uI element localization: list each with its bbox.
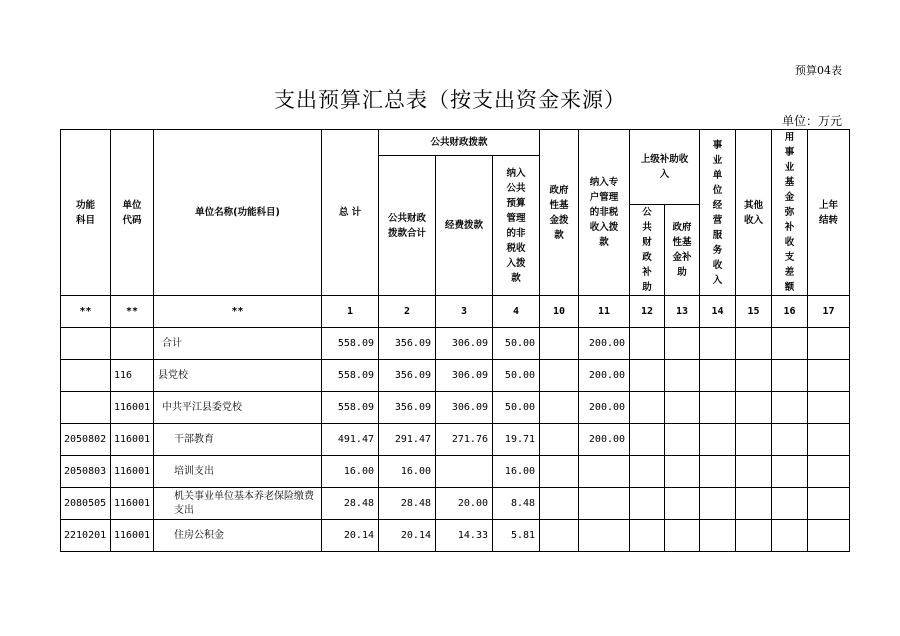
empty-cell [630, 488, 665, 520]
empty-cell [736, 328, 772, 360]
special-non-tax-cell [579, 488, 630, 520]
empty-cell [808, 424, 850, 456]
unit-code-cell: 116 [111, 360, 154, 392]
column-index-cell: 14 [700, 296, 736, 328]
special-non-tax-cell: 200.00 [579, 392, 630, 424]
header-carryover: 上年结转 [808, 130, 850, 296]
empty-cell [736, 424, 772, 456]
non-tax-cell: 5.81 [493, 520, 540, 552]
unit-name-cell: 机关事业单位基本养老保险缴费支出 [154, 488, 322, 520]
empty-cell [736, 488, 772, 520]
unit-name-cell: 县党校 [154, 360, 322, 392]
public-fiscal-total-cell: 356.09 [379, 392, 436, 424]
empty-cell [630, 520, 665, 552]
header-public-fiscal: 公共财政拨款 [379, 130, 540, 156]
table-row [61, 360, 850, 392]
empty-cell [772, 424, 808, 456]
header-biz-fund: 用事业基金弥补收支差额 [772, 130, 808, 296]
public-fiscal-total-cell: 16.00 [379, 456, 436, 488]
special-non-tax-cell: 200.00 [579, 328, 630, 360]
empty-cell [700, 424, 736, 456]
unit-name-cell: 干部教育 [154, 424, 322, 456]
non-tax-cell: 50.00 [493, 328, 540, 360]
func-code-cell: 2210201 [61, 520, 111, 552]
column-index-cell: 10 [540, 296, 579, 328]
empty-cell [772, 392, 808, 424]
empty-cell [700, 456, 736, 488]
total-cell: 491.47 [322, 424, 379, 456]
column-index-cell: ** [111, 296, 154, 328]
unit-label: 单位：万元 [781, 114, 842, 128]
header-func-code: 功能科目 [61, 130, 111, 296]
funding-cell: 306.09 [436, 392, 493, 424]
empty-cell [700, 520, 736, 552]
column-index-cell: ** [154, 296, 322, 328]
empty-cell [700, 392, 736, 424]
unit-name-cell: 培训支出 [154, 456, 322, 488]
empty-cell [630, 392, 665, 424]
header-total: 总 计 [322, 130, 379, 296]
empty-cell [808, 456, 850, 488]
column-index-cell: 1 [322, 296, 379, 328]
gov-fund-cell [540, 424, 579, 456]
gov-fund-cell [540, 520, 579, 552]
column-index-cell: 3 [436, 296, 493, 328]
total-cell: 558.09 [322, 392, 379, 424]
column-index-cell: 11 [579, 296, 630, 328]
empty-cell [808, 328, 850, 360]
column-index-cell: 16 [772, 296, 808, 328]
empty-cell [772, 456, 808, 488]
empty-cell [772, 488, 808, 520]
funding-cell: 271.76 [436, 424, 493, 456]
special-non-tax-cell: 200.00 [579, 360, 630, 392]
func-code-cell [61, 328, 111, 360]
non-tax-cell: 50.00 [493, 392, 540, 424]
total-cell: 558.09 [322, 360, 379, 392]
public-fiscal-total-cell: 20.14 [379, 520, 436, 552]
budget-table [60, 129, 850, 552]
gov-fund-cell [540, 392, 579, 424]
table-row [61, 488, 850, 520]
total-cell: 16.00 [322, 456, 379, 488]
unit-name-cell: 合计 [154, 328, 322, 360]
empty-cell [772, 328, 808, 360]
public-fiscal-total-cell: 356.09 [379, 328, 436, 360]
unit-code-cell [111, 328, 154, 360]
public-fiscal-total-cell: 291.47 [379, 424, 436, 456]
empty-cell [736, 456, 772, 488]
non-tax-cell: 16.00 [493, 456, 540, 488]
table-row [61, 328, 850, 360]
empty-cell [736, 520, 772, 552]
empty-cell [665, 392, 700, 424]
page-title: 支出预算汇总表（按支出资金来源） [274, 88, 626, 112]
empty-cell [630, 328, 665, 360]
unit-name-cell: 住房公积金 [154, 520, 322, 552]
header-superior-subsidy: 上级补助收入 [630, 130, 700, 205]
column-index-cell: 15 [736, 296, 772, 328]
empty-cell [736, 392, 772, 424]
gov-fund-cell [540, 456, 579, 488]
unit-code-cell: 116001 [111, 520, 154, 552]
non-tax-cell: 50.00 [493, 360, 540, 392]
column-index-cell: 2 [379, 296, 436, 328]
empty-cell [700, 328, 736, 360]
empty-cell [772, 520, 808, 552]
empty-cell [665, 328, 700, 360]
func-code-cell: 2080505 [61, 488, 111, 520]
table-row [61, 456, 850, 488]
table-row [61, 424, 850, 456]
column-index-cell: 4 [493, 296, 540, 328]
header-gov-fund-subsidy: 政府性基金补助 [665, 205, 700, 296]
empty-cell [630, 360, 665, 392]
empty-cell [700, 360, 736, 392]
gov-fund-cell [540, 360, 579, 392]
empty-cell [808, 488, 850, 520]
func-code-cell: 2050802 [61, 424, 111, 456]
column-index-cell: 17 [808, 296, 850, 328]
special-non-tax-cell [579, 456, 630, 488]
empty-cell [665, 424, 700, 456]
funding-cell: 306.09 [436, 328, 493, 360]
gov-fund-cell [540, 488, 579, 520]
header-gov-fund: 政府性基金拨款 [540, 130, 579, 296]
header-public-fiscal-subsidy: 公共财政补助 [630, 205, 665, 296]
column-index-cell: 12 [630, 296, 665, 328]
empty-cell [808, 360, 850, 392]
header-funding: 经费拨款 [436, 156, 493, 296]
non-tax-cell: 19.71 [493, 424, 540, 456]
empty-cell [630, 456, 665, 488]
empty-cell [665, 488, 700, 520]
column-index-cell: ** [61, 296, 111, 328]
empty-cell [700, 488, 736, 520]
header-non-tax: 纳入公共预算管理的非税收入拨款 [493, 156, 540, 296]
unit-code-cell: 116001 [111, 456, 154, 488]
gov-fund-cell [540, 328, 579, 360]
header-unit-code: 单位代码 [111, 130, 154, 296]
func-code-cell: 2050803 [61, 456, 111, 488]
header-unit-name: 单位名称(功能科目) [154, 130, 322, 296]
header-special-non-tax: 纳入专户管理的非税收入拨款 [579, 130, 630, 296]
funding-cell: 14.33 [436, 520, 493, 552]
header-biz-income: 事业单位经营服务收入 [700, 130, 736, 296]
empty-cell [808, 520, 850, 552]
non-tax-cell: 8.48 [493, 488, 540, 520]
empty-cell [630, 424, 665, 456]
empty-cell [665, 520, 700, 552]
special-non-tax-cell [579, 520, 630, 552]
column-index-row [61, 296, 850, 328]
form-number: 预算04表 [795, 64, 842, 77]
public-fiscal-total-cell: 356.09 [379, 360, 436, 392]
funding-cell [436, 456, 493, 488]
total-cell: 558.09 [322, 328, 379, 360]
table-row [61, 520, 850, 552]
public-fiscal-total-cell: 28.48 [379, 488, 436, 520]
unit-code-cell: 116001 [111, 488, 154, 520]
empty-cell [665, 360, 700, 392]
empty-cell [736, 360, 772, 392]
empty-cell [665, 456, 700, 488]
func-code-cell [61, 360, 111, 392]
total-cell: 20.14 [322, 520, 379, 552]
empty-cell [772, 360, 808, 392]
empty-cell [808, 392, 850, 424]
unit-code-cell: 116001 [111, 424, 154, 456]
func-code-cell [61, 392, 111, 424]
header-public-fiscal-total: 公共财政拨款合计 [379, 156, 436, 296]
header-other-income: 其他收入 [736, 130, 772, 296]
special-non-tax-cell: 200.00 [579, 424, 630, 456]
total-cell: 28.48 [322, 488, 379, 520]
table-row [61, 392, 850, 424]
funding-cell: 20.00 [436, 488, 493, 520]
unit-code-cell: 116001 [111, 392, 154, 424]
funding-cell: 306.09 [436, 360, 493, 392]
unit-name-cell: 中共平江县委党校 [154, 392, 322, 424]
column-index-cell: 13 [665, 296, 700, 328]
